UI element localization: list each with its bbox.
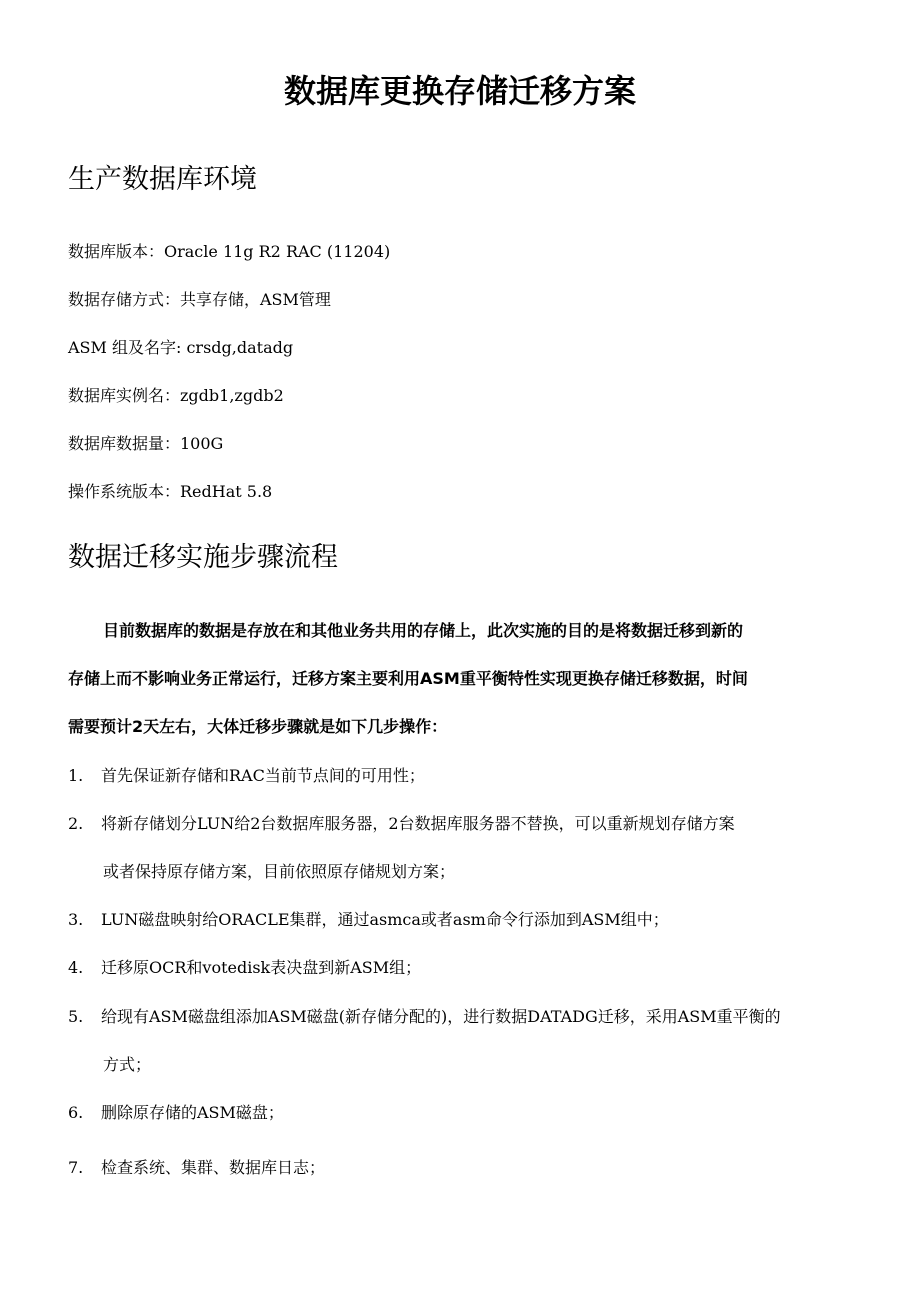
- intro-paragraph-line: 目前数据库的数据是存放在和其他业务共用的存储上，此次实施的目的是将数据迁移到新的: [103, 621, 744, 640]
- info-os-version: 操作系统版本：RedHat 5.8: [68, 482, 273, 501]
- step-text: 迁移原OCR和votedisk表决盘到新ASM组；: [101, 958, 422, 977]
- info-data-volume: 数据库数据量：100G: [68, 434, 224, 453]
- step-item: [68, 764, 425, 788]
- info-instance-names: 数据库实例名：zgdb1,zgdb2: [68, 386, 284, 405]
- step-number: 7.: [68, 1158, 84, 1177]
- step-item: [68, 1156, 325, 1180]
- step-text: LUN磁盘映射给ORACLE集群，通过asmca或者asm命令行添加到ASM组中；: [101, 910, 669, 929]
- intro-paragraph-line: 存储上而不影响业务正常运行，迁移方案主要利用ASM重平衡特性实现更换存储迁移数据，时间: [68, 669, 748, 688]
- step-number: 2.: [68, 814, 84, 833]
- step-number: 1.: [68, 766, 84, 785]
- step-number: 4.: [68, 958, 84, 977]
- info-db-version: 数据库版本：Oracle 11g R2 RAC (11204): [68, 242, 391, 261]
- step-text: 删除原存储的ASM磁盘；: [101, 1103, 284, 1122]
- step-text-continuation: 或者保持原存储方案，目前依照原存储规划方案；: [103, 862, 456, 881]
- step-number: 3.: [68, 910, 84, 929]
- document-title: 数据库更换存储迁移方案: [283, 72, 636, 110]
- step-text: 给现有ASM磁盘组添加ASM磁盘(新存储分配的)，进行数据DATADG迁移，采用ASM重平衡的: [101, 1007, 781, 1026]
- step-text: 将新存储划分LUN给2台数据库服务器，2台数据库服务器不替换，可以重新规划存储方案: [101, 814, 735, 833]
- step-number: 6.: [68, 1103, 84, 1122]
- step-item: [68, 956, 421, 980]
- step-item: [68, 1101, 284, 1125]
- intro-paragraph-line: 需要预计2天左右，大体迁移步骤就是如下几步操作：: [68, 717, 448, 736]
- section-heading-environment: 生产数据库环境: [68, 164, 257, 195]
- step-number: 5.: [68, 1007, 84, 1026]
- step-text: 首先保证新存储和RAC当前节点间的可用性；: [101, 766, 425, 785]
- step-text: 检查系统、集群、数据库日志；: [101, 1158, 326, 1177]
- info-storage-method: 数据存储方式：共享存储，ASM管理: [68, 290, 331, 309]
- step-item: [68, 908, 669, 932]
- step-item: [68, 1005, 781, 1029]
- step-text-continuation: 方式；: [103, 1055, 152, 1074]
- section-heading-migration-steps: 数据迁移实施步骤流程: [68, 542, 338, 573]
- step-item: [68, 812, 735, 836]
- info-asm-groups: ASM 组及名字: crsdg,datadg: [68, 338, 294, 357]
